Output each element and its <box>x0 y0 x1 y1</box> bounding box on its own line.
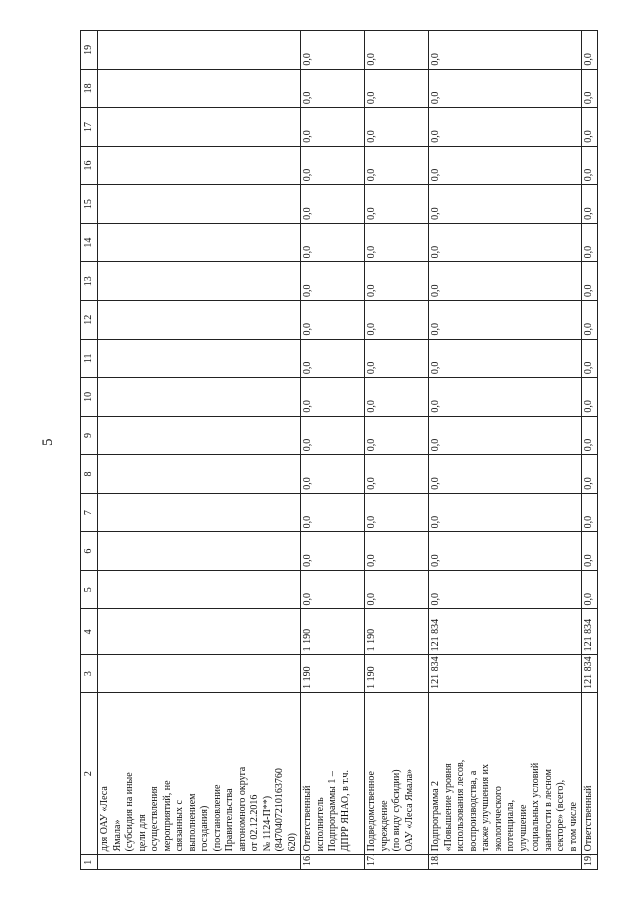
cell-value: 0,0 <box>365 262 429 301</box>
cell-value: 0,0 <box>429 455 582 494</box>
cell-value: 0,0 <box>365 69 429 108</box>
cell-value: 0,0 <box>582 31 598 70</box>
cell-value: 0,0 <box>582 300 598 339</box>
column-header: 5 <box>81 570 98 609</box>
cell-column-4 <box>98 609 301 655</box>
row-number: 17. <box>365 855 429 870</box>
cell-value: 0,0 <box>429 339 582 378</box>
cell-value <box>98 416 301 455</box>
column-header: 11 <box>81 339 98 378</box>
cell-value: 0,0 <box>301 493 365 532</box>
column-header: 4 <box>81 609 98 655</box>
cell-value: 0,0 <box>429 416 582 455</box>
cell-value <box>98 262 301 301</box>
cell-column-5 <box>98 570 301 609</box>
row-number: 16. <box>301 855 365 870</box>
cell-value: 0,0 <box>582 378 598 417</box>
cell-column-5: 0,0 <box>365 570 429 609</box>
cell-value: 0,0 <box>365 300 429 339</box>
cell-column-5: 0,0 <box>582 570 598 609</box>
cell-value: 0,0 <box>301 185 365 224</box>
cell-value: 0,0 <box>429 262 582 301</box>
cell-value: 0,0 <box>582 493 598 532</box>
cell-value <box>98 378 301 417</box>
row-description: для ОАУ «Леса Ямала» (субсидия на иные цели для осуществления мероприятий, не связанных с выполнением госздания) (постановление Правительства автономного округа от 02.12.2016 № 1124-П**) (8470407210163760 620) <box>98 692 301 855</box>
cell-column-4: 121 834 <box>429 609 582 655</box>
cell-value: 0,0 <box>301 416 365 455</box>
cell-value: 0,0 <box>582 108 598 147</box>
row-description: Ответственный исполнитель Подпрограммы 1 – ДПРР ЯНАО, в т.ч. <box>301 692 365 855</box>
cell-total: 121 834 <box>582 655 598 693</box>
cell-value: 0,0 <box>301 146 365 185</box>
rotated-table-wrapper <box>80 30 600 870</box>
cell-column-5: 0,0 <box>429 570 582 609</box>
cell-value: 0,0 <box>429 108 582 147</box>
column-header: 9 <box>81 416 98 455</box>
cell-value <box>98 223 301 262</box>
column-header: 10 <box>81 378 98 417</box>
cell-total: 1 190 <box>301 655 365 693</box>
column-header: 13 <box>81 262 98 301</box>
cell-value: 0,0 <box>365 108 429 147</box>
cell-value: 0,0 <box>365 146 429 185</box>
cell-value: 0,0 <box>582 185 598 224</box>
cell-value: 0,0 <box>365 185 429 224</box>
cell-total: 1 190 <box>365 655 429 693</box>
cell-value: 0,0 <box>365 416 429 455</box>
column-header: 1 <box>81 855 98 870</box>
cell-value: 0,0 <box>365 455 429 494</box>
cell-value <box>98 185 301 224</box>
column-header: 2 <box>81 692 98 855</box>
cell-value: 0,0 <box>301 223 365 262</box>
column-header: 16 <box>81 146 98 185</box>
table-row <box>365 31 429 870</box>
cell-value <box>98 455 301 494</box>
page-number: 5 <box>40 438 56 446</box>
column-header: 19 <box>81 31 98 70</box>
row-description: Подпрограмма 2 «Повышение уровня использования лесов, воспроизводства, а также улучшения их экологического потенциала, улучшение социальных условий занятости в лесном секторе» (всего), в том числе <box>429 692 582 855</box>
cell-total <box>98 655 301 693</box>
cell-total: 121 834 <box>429 655 582 693</box>
cell-value: 0,0 <box>365 378 429 417</box>
table-row <box>582 31 598 870</box>
cell-value: 0,0 <box>429 223 582 262</box>
cell-value <box>98 69 301 108</box>
cell-value: 0,0 <box>582 532 598 571</box>
cell-value: 0,0 <box>365 339 429 378</box>
column-header: 3 <box>81 655 98 693</box>
column-number-header <box>81 31 98 870</box>
cell-value: 0,0 <box>582 416 598 455</box>
cell-value: 0,0 <box>429 146 582 185</box>
column-header: 6 <box>81 532 98 571</box>
cell-value <box>98 300 301 339</box>
table-row <box>429 31 582 870</box>
column-header: 15 <box>81 185 98 224</box>
table-row <box>301 31 365 870</box>
cell-value: 0,0 <box>301 69 365 108</box>
cell-value: 0,0 <box>301 339 365 378</box>
cell-column-4: 1 190 <box>301 609 365 655</box>
cell-value: 0,0 <box>582 262 598 301</box>
cell-value: 0,0 <box>365 31 429 70</box>
cell-value: 0,0 <box>301 300 365 339</box>
cell-value: 0,0 <box>365 223 429 262</box>
cell-value: 0,0 <box>429 69 582 108</box>
table-row <box>98 31 301 870</box>
cell-value: 0,0 <box>301 455 365 494</box>
column-header: 17 <box>81 108 98 147</box>
cell-value: 0,0 <box>301 108 365 147</box>
cell-value <box>98 339 301 378</box>
row-number: 18. <box>429 855 582 870</box>
cell-value: 0,0 <box>301 378 365 417</box>
cell-value <box>98 146 301 185</box>
cell-value <box>98 108 301 147</box>
cell-value: 0,0 <box>365 532 429 571</box>
cell-value: 0,0 <box>429 185 582 224</box>
cell-value <box>98 31 301 70</box>
cell-value: 0,0 <box>582 223 598 262</box>
cell-column-4: 121 834 <box>582 609 598 655</box>
cell-value: 0,0 <box>301 262 365 301</box>
column-header: 14 <box>81 223 98 262</box>
cell-value <box>98 532 301 571</box>
budget-table <box>80 30 598 870</box>
cell-value: 0,0 <box>429 378 582 417</box>
column-header: 7 <box>81 493 98 532</box>
column-header: 18 <box>81 69 98 108</box>
cell-value: 0,0 <box>429 300 582 339</box>
cell-value: 0,0 <box>582 339 598 378</box>
row-number: 19. <box>582 855 598 870</box>
cell-column-4: 1 190 <box>365 609 429 655</box>
row-number <box>98 855 301 870</box>
cell-column-5: 0,0 <box>301 570 365 609</box>
cell-value: 0,0 <box>429 532 582 571</box>
cell-value: 0,0 <box>582 69 598 108</box>
cell-value: 0,0 <box>582 146 598 185</box>
column-header: 12 <box>81 300 98 339</box>
row-description: Подведомственное учреждение (по виду субсидии) ОАУ «Леса Ямала» <box>365 692 429 855</box>
cell-value: 0,0 <box>429 493 582 532</box>
cell-value: 0,0 <box>429 31 582 70</box>
cell-value: 0,0 <box>582 455 598 494</box>
cell-value: 0,0 <box>301 31 365 70</box>
cell-value <box>98 493 301 532</box>
column-header: 8 <box>81 455 98 494</box>
row-description: Ответственный <box>582 692 598 855</box>
cell-value: 0,0 <box>365 493 429 532</box>
cell-value: 0,0 <box>301 532 365 571</box>
